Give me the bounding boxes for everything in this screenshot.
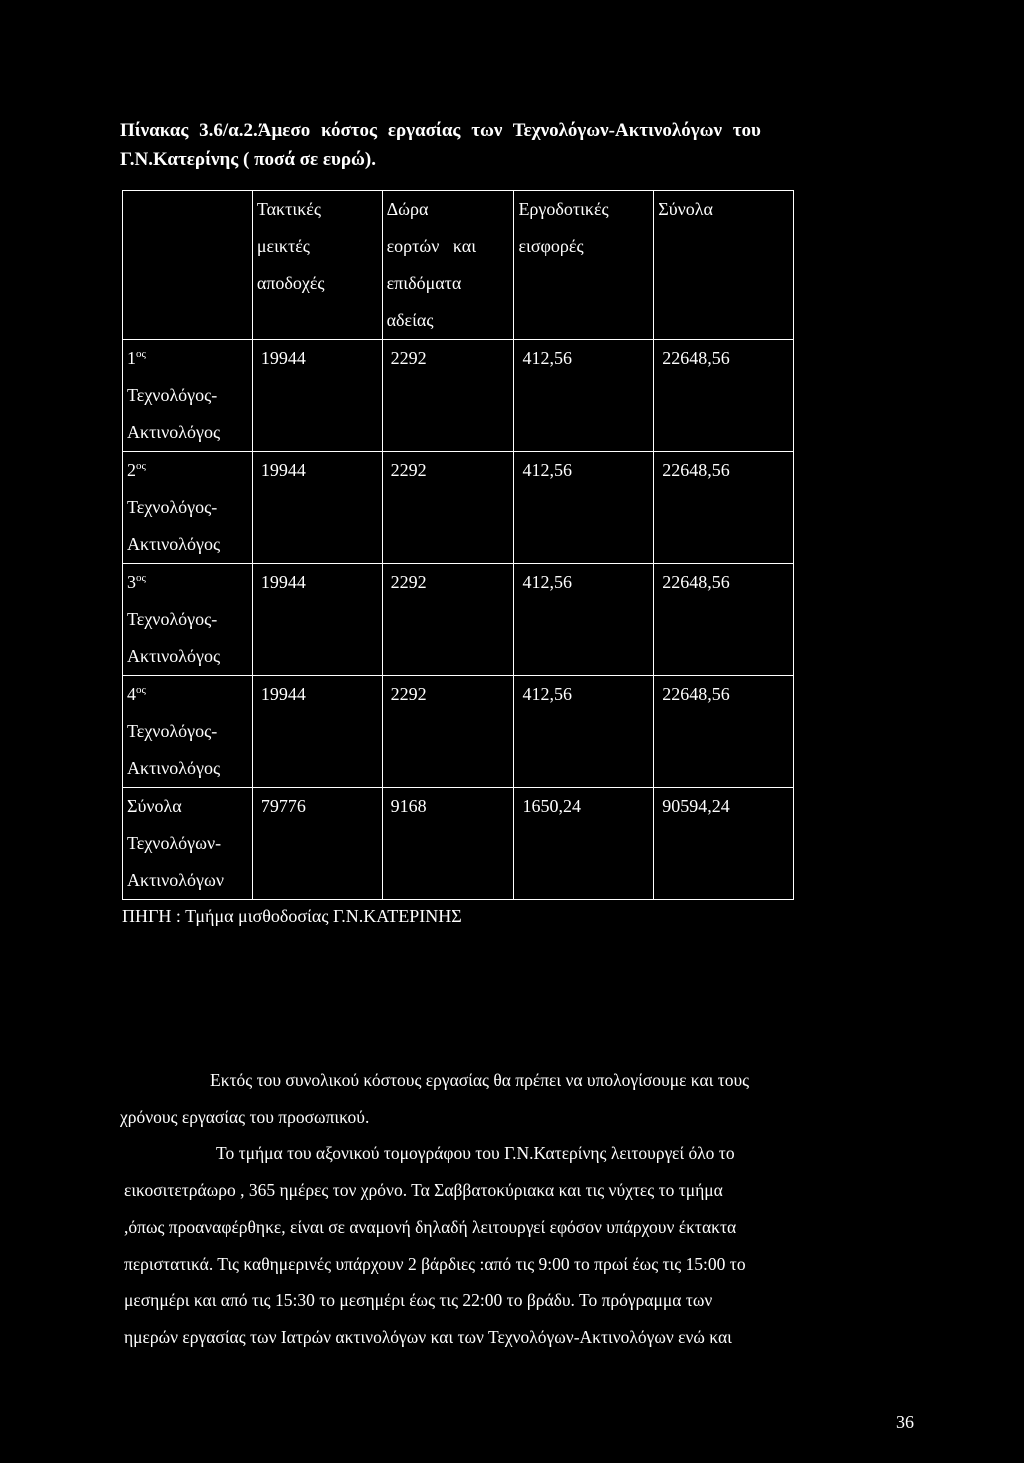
cell-total: 90594,24 (654, 788, 794, 900)
row-label: $1^{o\varsigma}$ Τεχνολόγος- Ακτινολόγος (123, 340, 253, 452)
row-label: Σύνολα Τεχνολόγων- Ακτινολόγων (123, 788, 253, 900)
header-cell-totals: Σύνολα (654, 191, 794, 340)
body-line: περιστατικά. Τις καθημερινές υπάρχουν 2 βάρδιες :από τις 9:00 το πρωί έως τις 15:00 το (124, 1253, 746, 1274)
header-cell-bonuses: Δώρα εορτών και επιδόματα αδείας (382, 191, 514, 340)
cell-regular-salary: 19944 (252, 676, 382, 788)
cell-regular-salary: 79776 (252, 788, 382, 900)
table-row (123, 564, 794, 676)
caption-line-2: Γ.Ν.Κατερίνης ( ποσά σε ευρώ). (120, 149, 376, 170)
page-number: 36 (896, 1412, 914, 1432)
table-caption (120, 116, 900, 174)
cell-employer-contributions: 412,56 (514, 676, 654, 788)
body-paragraphs (120, 1062, 900, 1356)
cell-bonuses: 9168 (382, 788, 514, 900)
cell-total: 22648,56 (654, 340, 794, 452)
table-row (123, 676, 794, 788)
table-row (123, 452, 794, 564)
cell-bonuses: 2292 (382, 340, 514, 452)
cell-total: 22648,56 (654, 452, 794, 564)
cell-bonuses: 2292 (382, 676, 514, 788)
cell-employer-contributions: 1650,24 (514, 788, 654, 900)
cell-employer-contributions: 412,56 (514, 564, 654, 676)
body-line: Το τμήμα του αξονικού τομογράφου του Γ.Ν.Κατερίνης λειτουργεί όλο το (216, 1143, 735, 1164)
table-header-row (123, 191, 794, 340)
body-line: ημερών εργασίας των Ιατρών ακτινολόγων και των Τεχνολόγων-Ακτινολόγων ενώ και (124, 1326, 732, 1347)
cell-total: 22648,56 (654, 676, 794, 788)
row-label: $4^{o\varsigma}$ Τεχνολόγος- Ακτινολόγος (123, 676, 253, 788)
body-line: εικοσιτετράωρο , 365 ημέρες τον χρόνο. Τα Σαββατοκύριακα και τις νύχτες το τμήμα (124, 1180, 723, 1201)
body-line: ,όπως προαναφέρθηκε, είναι σε αναμονή δηλαδή λειτουργεί εφόσον υπάρχουν έκτακτα (124, 1216, 737, 1237)
header-cell-employer-contributions: Εργοδοτικές εισφορές (514, 191, 654, 340)
table-row-totals (123, 788, 794, 900)
body-line: χρόνους εργασίας του προσωπικού. (120, 1106, 370, 1127)
caption-line-1: Πίνακας 3.6/α.2.Άμεσο κόστος εργασίας των Τεχνολόγων-Ακτινολόγων του (120, 120, 761, 141)
body-line: μεσημέρι και από τις 15:30 το μεσημέρι έως τις 22:00 το βράδυ. Το πρόγραμμα των (124, 1290, 713, 1311)
labor-cost-table (122, 190, 794, 900)
cell-total: 22648,56 (654, 564, 794, 676)
row-label: $2^{o\varsigma}$ Τεχνολόγος- Ακτινολόγος (123, 452, 253, 564)
header-cell-regular-salary: Τακτικές μεικτές αποδοχές (252, 191, 382, 340)
table-row (123, 340, 794, 452)
cell-bonuses: 2292 (382, 564, 514, 676)
body-line: Εκτός του συνολικού κόστους εργασίας θα πρέπει να υπολογίσουμε και τους (210, 1070, 750, 1090)
cell-employer-contributions: 412,56 (514, 452, 654, 564)
cell-regular-salary: 19944 (252, 452, 382, 564)
cell-employer-contributions: 412,56 (514, 340, 654, 452)
table-source-note: ΠΗΓΗ : Τμήμα μισθοδοσίας Γ.Ν.ΚΑΤΕΡΙΝΗΣ (122, 906, 462, 926)
row-label: $3^{o\varsigma}$ Τεχνολόγος- Ακτινολόγος (123, 564, 253, 676)
cell-regular-salary: 19944 (252, 340, 382, 452)
cell-regular-salary: 19944 (252, 564, 382, 676)
header-cell-empty (123, 191, 253, 340)
cell-bonuses: 2292 (382, 452, 514, 564)
